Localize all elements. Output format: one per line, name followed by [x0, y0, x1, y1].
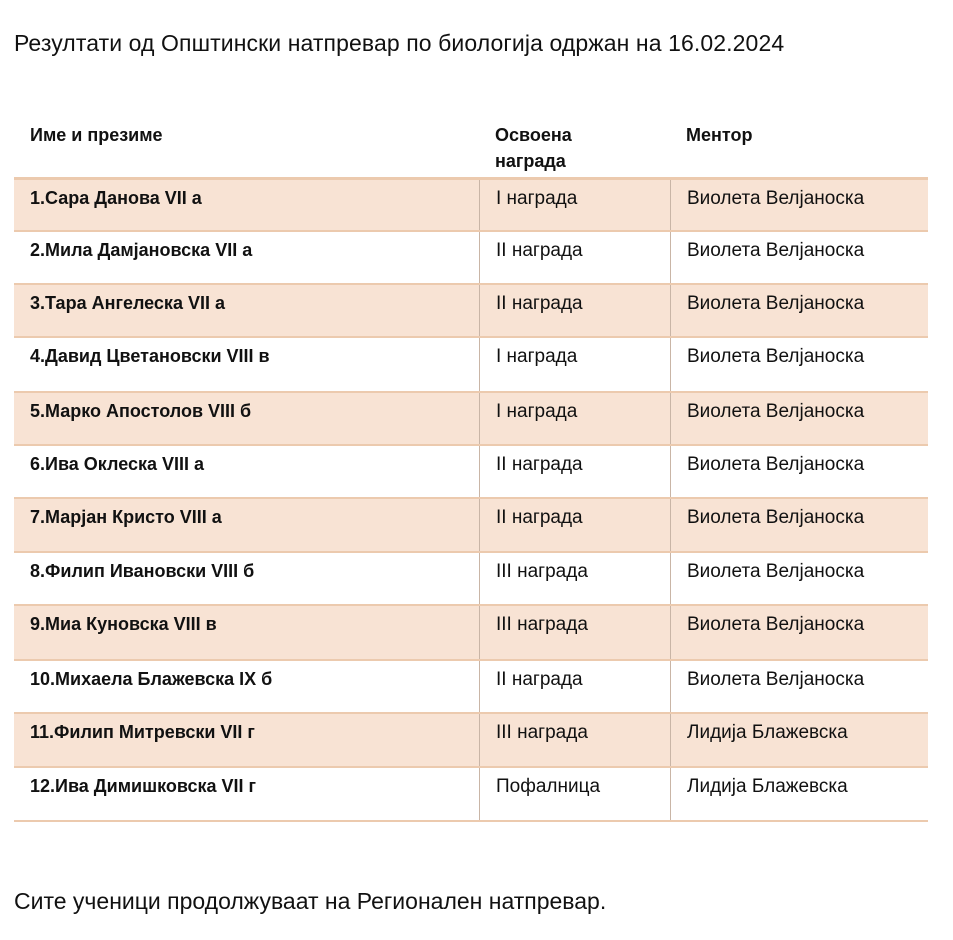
mentor: Виолета Велјаноска	[670, 446, 928, 497]
header-mentor: Ментор	[686, 125, 753, 145]
mentor: Виолета Велјаноска	[670, 393, 928, 444]
page-title: Резултати од Општински натпревар по биологија одржан на 16.02.2024	[14, 30, 785, 56]
footer-note: Сите ученици продолжуваат на Регионален натпревар.	[14, 888, 607, 914]
mentor: Лидија Блажевска	[670, 768, 928, 820]
student-name: 10.Михаела Блажевска IX б	[30, 669, 273, 689]
table-row	[14, 768, 928, 822]
mentor: Виолета Велјаноска	[670, 180, 928, 230]
header-name: Име и презиме	[30, 125, 163, 145]
mentor: Виолета Велјаноска	[670, 232, 928, 283]
award: III награда	[479, 714, 670, 766]
student-name: 3.Тара Ангелеска VII а	[30, 293, 225, 313]
table-row	[14, 606, 928, 661]
results-table	[14, 118, 928, 822]
mentor: Виолета Велјаноска	[670, 553, 928, 604]
table-row	[14, 393, 928, 446]
table-row	[14, 338, 928, 393]
table-row	[14, 553, 928, 606]
award: I награда	[479, 393, 670, 444]
student-name: 4.Давид Цветановски VIII в	[30, 346, 270, 366]
mentor: Виолета Велјаноска	[670, 338, 928, 391]
table-row	[14, 285, 928, 338]
award: II награда	[479, 661, 670, 712]
student-name: 8.Филип Ивановски VIII б	[30, 561, 255, 581]
header-award-line1: Освоена	[495, 125, 572, 145]
table-row	[14, 232, 928, 285]
student-name: 12.Ива Димишковска VII г	[30, 776, 256, 796]
table-header	[14, 118, 928, 180]
award: II награда	[479, 232, 670, 283]
table-row	[14, 446, 928, 499]
student-name: 11.Филип Митревски VII г	[30, 722, 255, 742]
mentor: Виолета Велјаноска	[670, 499, 928, 551]
table-row	[14, 180, 928, 232]
mentor: Виолета Велјаноска	[670, 661, 928, 712]
table-row	[14, 499, 928, 553]
header-award-line2: награда	[495, 151, 566, 171]
award: III награда	[479, 606, 670, 659]
award: II награда	[479, 499, 670, 551]
award: I награда	[479, 180, 670, 230]
student-name: 6.Ива Оклеска VIII а	[30, 454, 205, 474]
award: III награда	[479, 553, 670, 604]
mentor: Виолета Велјаноска	[670, 285, 928, 336]
award: Пофалница	[479, 768, 670, 820]
student-name: 9.Миа Куновска VIII в	[30, 614, 217, 634]
student-name: 5.Марко Апостолов VIII б	[30, 401, 252, 421]
student-name: 2.Мила Дамјановска VII а	[30, 240, 253, 260]
table-row	[14, 714, 928, 768]
mentor: Виолета Велјаноска	[670, 606, 928, 659]
student-name: 1.Сара Данова VII а	[30, 188, 202, 208]
award: II награда	[479, 446, 670, 497]
award: I награда	[479, 338, 670, 391]
award: II награда	[479, 285, 670, 336]
header-award	[479, 118, 670, 177]
table-row	[14, 661, 928, 714]
mentor: Лидија Блажевска	[670, 714, 928, 766]
student-name: 7.Марјан Кристо VIII а	[30, 507, 222, 527]
